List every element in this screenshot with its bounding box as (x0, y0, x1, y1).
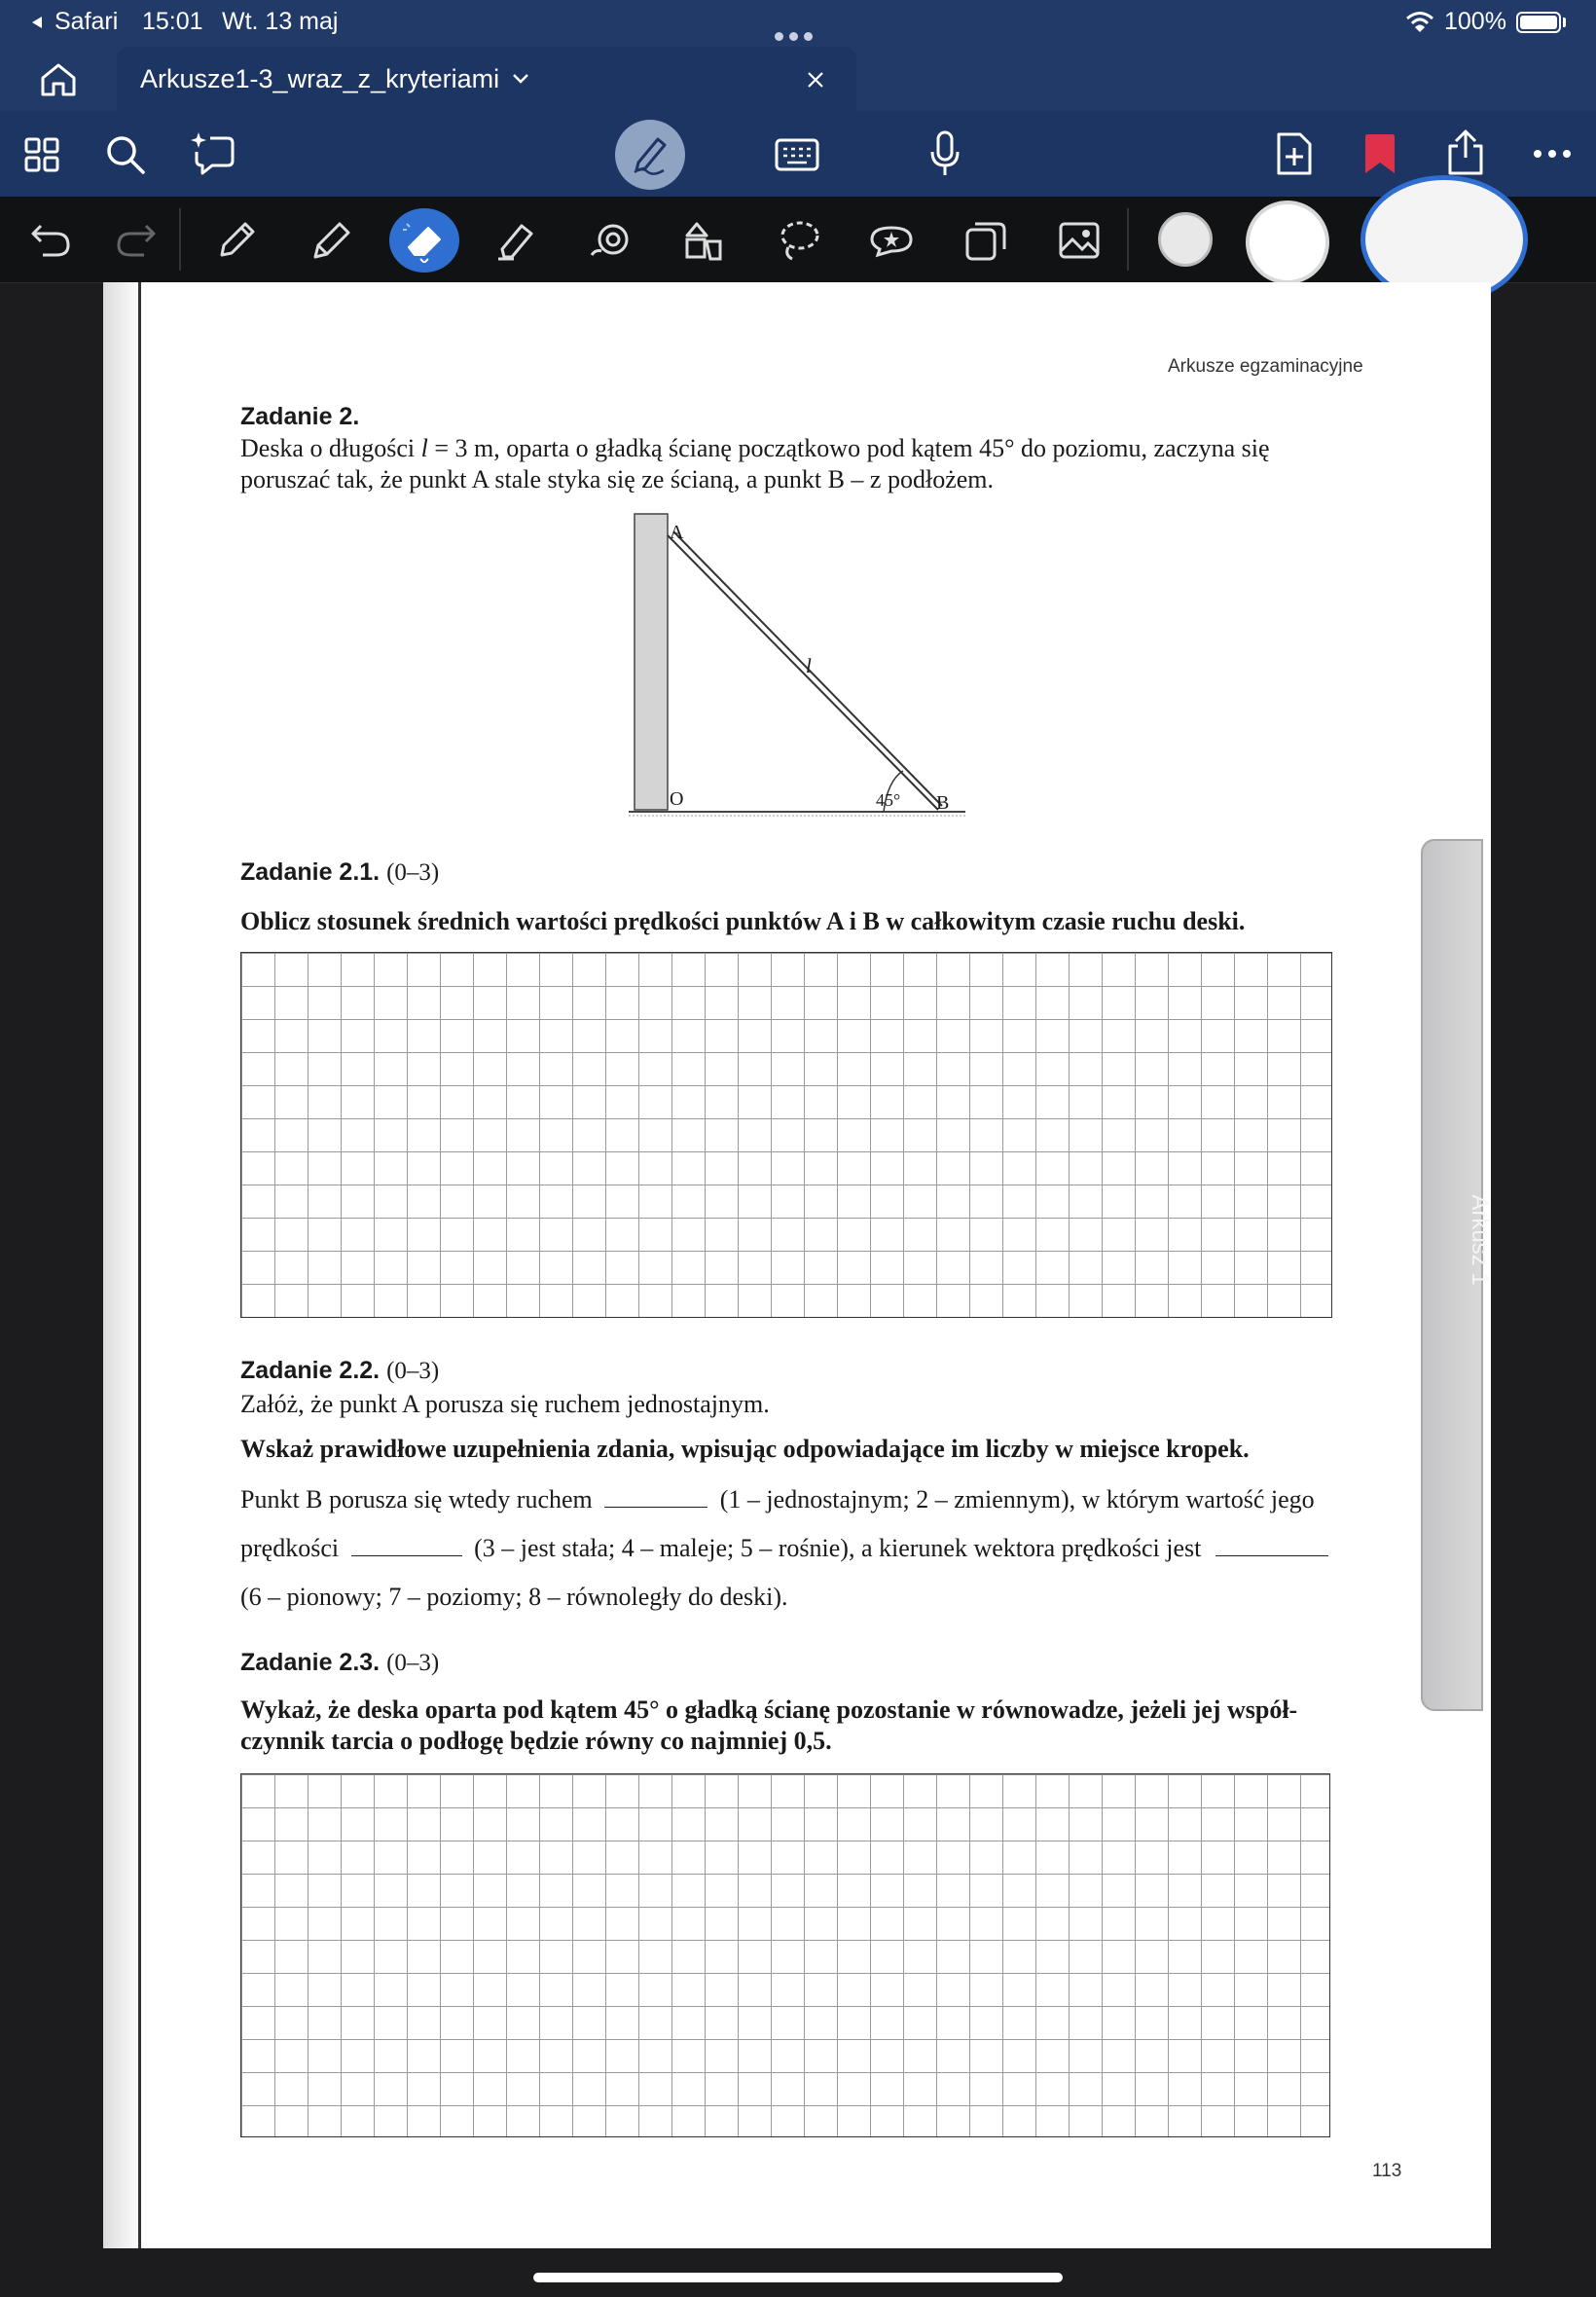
task22-line1-b: (1 – jednostajnym; 2 – zmiennym), w którym wartość jego (719, 1485, 1315, 1513)
task21-instruction: Oblicz stosunek średnich wartości prędkości punktów A i B w całkowitym czasie ruchu deski. (240, 907, 1246, 935)
document-tab[interactable] (117, 47, 856, 111)
shape-icon[interactable] (588, 218, 633, 263)
task2-text-a: Deska o długości (240, 434, 421, 462)
redo-icon[interactable] (113, 218, 158, 263)
multitasking-dots-icon[interactable] (775, 19, 818, 48)
task22-sentence-line2 (240, 1534, 1328, 1563)
task22-line1-a: Punkt B porusza się wtedy ruchem (240, 1485, 593, 1513)
pen-mode-button[interactable] (615, 120, 685, 190)
ladder-diagram (629, 508, 979, 820)
diagram-label-o: O (670, 788, 684, 810)
answer-blank-3[interactable] (1215, 1555, 1328, 1556)
binding-edge (138, 282, 141, 2248)
grid-view-icon[interactable] (23, 136, 60, 173)
drawing-toolbar (0, 197, 1596, 283)
answer-grid-task23[interactable] (240, 1773, 1330, 2137)
task22-instruction: Wskaż prawidłowe uzupełnienia zdania, wpisując odpowiadające im liczby w miejsce kropek. (240, 1435, 1250, 1463)
close-icon[interactable] (804, 68, 827, 91)
battery-icon (1516, 12, 1561, 33)
task21-heading (240, 858, 439, 887)
pencil-icon[interactable] (309, 218, 354, 263)
status-time: 15:01 (142, 8, 203, 35)
task22-sentence-line3: (6 – pionowy; 7 – poziomy; 8 – równoległy do deski). (240, 1583, 788, 1611)
chevron-down-icon[interactable] (508, 66, 533, 91)
task23-instruction-line1: Wykaż, że deska oparta pod kątem 45° o gładką ścianę pozostanie w równowadze, jeżeli jej współ- (240, 1695, 1298, 1724)
diagram-label-a: A (670, 522, 684, 543)
favorite-sticker-icon[interactable] (868, 218, 913, 263)
image-icon[interactable] (1057, 218, 1102, 263)
wifi-icon (1405, 11, 1434, 34)
task23-heading (240, 1649, 439, 1677)
keyboard-icon[interactable] (775, 138, 819, 171)
diagram-label-l: l (806, 654, 812, 677)
task23-instruction-line2: czynnik tarcia o podłogę będzie równy co najmniej 0,5. (240, 1727, 832, 1755)
board-line-1 (668, 535, 938, 810)
task21-points: (0–3) (386, 859, 440, 886)
task23-points: (0–3) (386, 1650, 440, 1676)
battery-percent: 100% (1444, 8, 1506, 35)
share-icon[interactable] (1444, 128, 1487, 177)
binding-shadow (103, 282, 142, 2248)
status-date: Wt. 13 maj (222, 8, 339, 35)
task2-length-variable: l (420, 434, 428, 462)
task22-title: Zadanie 2.2. (240, 1357, 381, 1384)
pen-icon[interactable] (214, 218, 259, 263)
more-icon[interactable] (1532, 148, 1573, 160)
document-page[interactable] (103, 282, 1491, 2248)
eraser-icon (401, 218, 448, 263)
task22-line2-b: (3 – jest stała; 4 – maleje; 5 – rośnie), a kierunek wektora prędkości jest (474, 1534, 1202, 1562)
home-icon[interactable] (37, 60, 80, 99)
add-page-icon[interactable] (1275, 130, 1314, 177)
home-indicator[interactable] (533, 2273, 1063, 2282)
microphone-icon[interactable] (928, 130, 961, 177)
toolbar-divider (179, 208, 181, 271)
back-app-label[interactable]: Safari (54, 8, 119, 35)
undo-icon[interactable] (29, 218, 74, 263)
task2-text-line2: poruszać tak, że punkt A stale styka się ze ścianą, a punkt B – z podłożem. (240, 465, 994, 493)
task2-text-line1 (240, 434, 1270, 463)
task2-text-b: = 3 m, oparta o gładką ścianę początkowo pod kątem 45° do poziomu, zaczyna się (427, 434, 1270, 462)
tab-row (0, 45, 1596, 111)
toolbar-divider (1127, 208, 1129, 271)
task22-assumption: Załóż, że punkt A porusza się ruchem jednostajnym. (240, 1390, 770, 1418)
lasso-icon[interactable] (777, 218, 821, 263)
search-icon[interactable] (105, 134, 146, 175)
diagram-label-b: B (936, 792, 950, 814)
sparkle-chat-icon[interactable] (191, 130, 237, 177)
page-header: Arkusze egzaminacyjne (1168, 356, 1363, 377)
task23-title: Zadanie 2.3. (240, 1649, 381, 1676)
answer-blank-2[interactable] (351, 1555, 462, 1556)
battery-cap (1563, 18, 1566, 27)
highlighter-icon[interactable] (494, 218, 539, 263)
answer-blank-1[interactable] (604, 1507, 707, 1508)
copy-icon[interactable] (963, 218, 1008, 263)
answer-grid-task21[interactable] (240, 952, 1332, 1318)
color-swatch-1[interactable] (1158, 212, 1213, 267)
section-side-tab-label: Arkusz 1 (1467, 1194, 1493, 1286)
wall (635, 514, 668, 810)
page-number: 113 (1372, 2161, 1402, 2181)
task21-title: Zadanie 2.1. (240, 858, 381, 886)
task2-title: Zadanie 2. (240, 403, 360, 430)
task22-heading (240, 1357, 439, 1385)
back-arrow-icon[interactable] (29, 15, 45, 30)
pen-mode-icon (629, 133, 671, 176)
status-bar (0, 0, 1596, 45)
eraser-tool-button[interactable] (389, 208, 459, 273)
main-toolbar (0, 111, 1596, 197)
diagram-label-angle: 45° (876, 790, 901, 810)
task22-line2-a: prędkości (240, 1534, 340, 1562)
document-tab-title: Arkusze1-3_wraz_z_kryteriami (140, 64, 500, 93)
sticker-shapes-icon[interactable] (681, 218, 726, 263)
bookmark-icon[interactable] (1362, 132, 1397, 175)
task22-points: (0–3) (386, 1358, 440, 1384)
color-swatch-2[interactable] (1246, 201, 1329, 284)
task22-sentence-line1 (240, 1485, 1315, 1514)
